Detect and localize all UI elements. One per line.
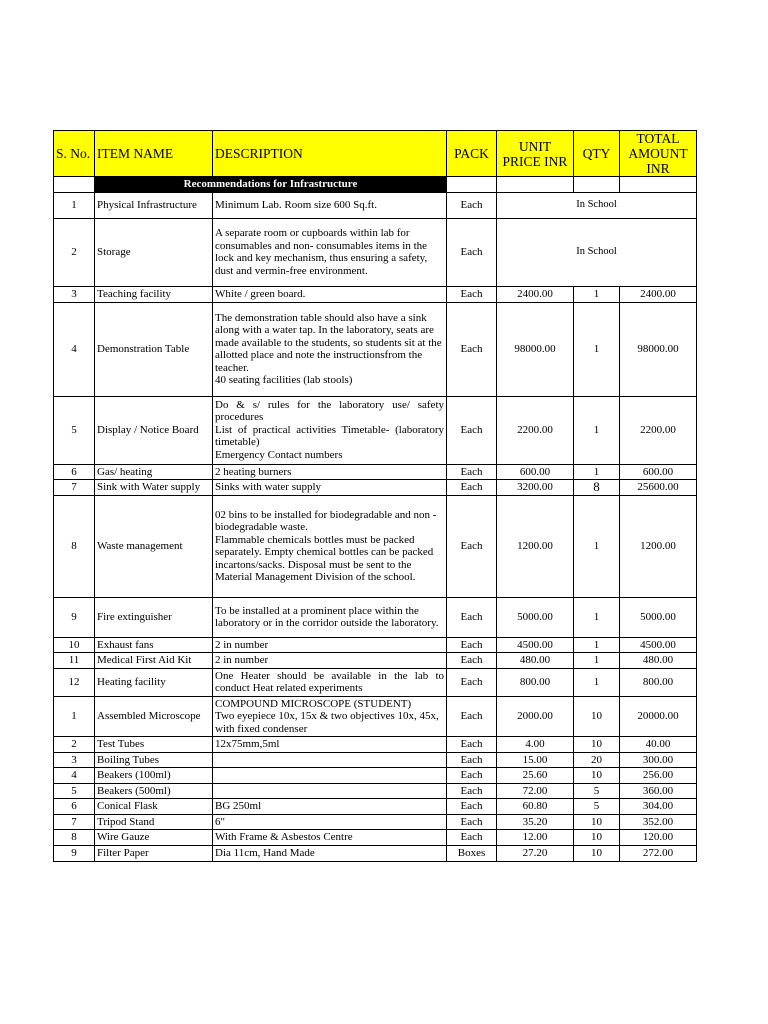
cell-pack: Boxes bbox=[447, 845, 497, 861]
cell-qty: 1 bbox=[574, 597, 620, 637]
cell-pack: Each bbox=[447, 597, 497, 637]
cell-in-school-note: In School bbox=[497, 218, 697, 286]
cell-qty: 1 bbox=[574, 396, 620, 464]
cell-pack: Each bbox=[447, 396, 497, 464]
cell-pack: Each bbox=[447, 814, 497, 830]
cell-description: To be installed at a prominent place within the laboratory or in the corridor outside the laboratory. bbox=[213, 597, 447, 637]
cell-unit-price: 35.20 bbox=[497, 814, 574, 830]
cell-total-amount: 480.00 bbox=[620, 653, 697, 669]
cell-item-name: Wire Gauze bbox=[95, 830, 213, 846]
cell-unit-price: 2400.00 bbox=[497, 286, 574, 302]
cell-item-name: Test Tubes bbox=[95, 737, 213, 753]
cell-total-amount: 4500.00 bbox=[620, 637, 697, 653]
cell-total-amount: 360.00 bbox=[620, 783, 697, 799]
cell-item-name: Fire extinguisher bbox=[95, 597, 213, 637]
cell-qty: 1 bbox=[574, 464, 620, 480]
cell-qty: 20 bbox=[574, 752, 620, 768]
cell-qty: 5 bbox=[574, 799, 620, 815]
requirements-table bbox=[53, 130, 697, 862]
cell-pack: Each bbox=[447, 637, 497, 653]
cell-description bbox=[213, 752, 447, 768]
cell-total-amount: 300.00 bbox=[620, 752, 697, 768]
cell-item-name: Exhaust fans bbox=[95, 637, 213, 653]
cell-unit-price: 3200.00 bbox=[497, 480, 574, 496]
cell-description: 12x75mm,5ml bbox=[213, 737, 447, 753]
cell-total-amount: 2400.00 bbox=[620, 286, 697, 302]
header-row bbox=[54, 131, 697, 177]
cell-pack: Each bbox=[447, 737, 497, 753]
cell-item-name: Gas/ heating bbox=[95, 464, 213, 480]
cell-item-name: Assembled Microscope bbox=[95, 696, 213, 737]
section-blank-cell bbox=[574, 177, 620, 193]
cell-item-name: Demonstration Table bbox=[95, 302, 213, 396]
header-pack: PACK bbox=[447, 131, 497, 177]
cell-pack: Each bbox=[447, 696, 497, 737]
section-blank-cell bbox=[447, 177, 497, 193]
cell-unit-price: 4500.00 bbox=[497, 637, 574, 653]
cell-unit-price: 5000.00 bbox=[497, 597, 574, 637]
cell-total-amount: 20000.00 bbox=[620, 696, 697, 737]
cell-qty: 1 bbox=[574, 653, 620, 669]
table-row bbox=[54, 783, 697, 799]
cell-description: 2 heating burners bbox=[213, 464, 447, 480]
cell-sno: 8 bbox=[54, 495, 95, 597]
header-sno: S. No. bbox=[54, 131, 95, 177]
section-title: Recommendations for Infrastructure bbox=[95, 177, 447, 193]
cell-item-name: Physical Infrastructure bbox=[95, 192, 213, 218]
cell-item-name: Tripod Stand bbox=[95, 814, 213, 830]
cell-unit-price: 98000.00 bbox=[497, 302, 574, 396]
cell-total-amount: 120.00 bbox=[620, 830, 697, 846]
cell-item-name: Boiling Tubes bbox=[95, 752, 213, 768]
cell-total-amount: 304.00 bbox=[620, 799, 697, 815]
cell-description bbox=[213, 783, 447, 799]
cell-qty: 10 bbox=[574, 768, 620, 784]
cell-unit-price: 4.00 bbox=[497, 737, 574, 753]
table-row bbox=[54, 845, 697, 861]
cell-qty: 1 bbox=[574, 668, 620, 696]
cell-qty: 1 bbox=[574, 302, 620, 396]
section-blank-cell bbox=[497, 177, 574, 193]
cell-pack: Each bbox=[447, 653, 497, 669]
cell-description: Minimum Lab. Room size 600 Sq.ft. bbox=[213, 192, 447, 218]
cell-total-amount: 5000.00 bbox=[620, 597, 697, 637]
table-row bbox=[54, 637, 697, 653]
header-description: DESCRIPTION bbox=[213, 131, 447, 177]
cell-pack: Each bbox=[447, 830, 497, 846]
table-row bbox=[54, 814, 697, 830]
cell-unit-price: 60.80 bbox=[497, 799, 574, 815]
cell-item-name: Conical Flask bbox=[95, 799, 213, 815]
cell-description: Sinks with water supply bbox=[213, 480, 447, 496]
cell-qty: 8 bbox=[574, 480, 620, 496]
cell-description: COMPOUND MICROSCOPE (STUDENT) Two eyepiece 10x, 15x & two objectives 10x, 45x, with fixed condenser bbox=[213, 696, 447, 737]
section-row bbox=[54, 177, 697, 193]
cell-item-name: Teaching facility bbox=[95, 286, 213, 302]
cell-pack: Each bbox=[447, 668, 497, 696]
table-row bbox=[54, 768, 697, 784]
cell-sno: 2 bbox=[54, 737, 95, 753]
cell-total-amount: 272.00 bbox=[620, 845, 697, 861]
cell-description: 02 bins to be installed for biodegradable and non - biodegradable waste. Flammable chemicals bottles must be packed separately. Empty chemical bottles can be packed incartons/sacks. Disposal must be sent to the Material Management Division of the school. bbox=[213, 495, 447, 597]
cell-sno: 6 bbox=[54, 464, 95, 480]
cell-total-amount: 40.00 bbox=[620, 737, 697, 753]
table-row bbox=[54, 799, 697, 815]
table-row bbox=[54, 286, 697, 302]
cell-qty: 10 bbox=[574, 814, 620, 830]
cell-pack: Each bbox=[447, 464, 497, 480]
cell-unit-price: 800.00 bbox=[497, 668, 574, 696]
table-row bbox=[54, 737, 697, 753]
cell-unit-price: 1200.00 bbox=[497, 495, 574, 597]
cell-sno: 9 bbox=[54, 845, 95, 861]
table-row bbox=[54, 464, 697, 480]
cell-sno: 7 bbox=[54, 480, 95, 496]
cell-unit-price: 600.00 bbox=[497, 464, 574, 480]
cell-item-name: Storage bbox=[95, 218, 213, 286]
cell-sno: 4 bbox=[54, 768, 95, 784]
cell-total-amount: 800.00 bbox=[620, 668, 697, 696]
cell-sno: 11 bbox=[54, 653, 95, 669]
cell-unit-price: 25.60 bbox=[497, 768, 574, 784]
header-unit-price: UNIT PRICE INR bbox=[497, 131, 574, 177]
table-row bbox=[54, 396, 697, 464]
header-item-name: ITEM NAME bbox=[95, 131, 213, 177]
cell-description: Dia 11cm, Hand Made bbox=[213, 845, 447, 861]
cell-description: One Heater should be available in the lab to conduct Heat related experiments bbox=[213, 668, 447, 696]
cell-total-amount: 256.00 bbox=[620, 768, 697, 784]
cell-qty: 10 bbox=[574, 696, 620, 737]
cell-description: With Frame & Asbestos Centre bbox=[213, 830, 447, 846]
cell-pack: Each bbox=[447, 752, 497, 768]
cell-description bbox=[213, 768, 447, 784]
cell-pack: Each bbox=[447, 218, 497, 286]
cell-pack: Each bbox=[447, 192, 497, 218]
table-row bbox=[54, 597, 697, 637]
cell-total-amount: 600.00 bbox=[620, 464, 697, 480]
cell-sno: 10 bbox=[54, 637, 95, 653]
cell-sno: 9 bbox=[54, 597, 95, 637]
cell-pack: Each bbox=[447, 768, 497, 784]
cell-unit-price: 2200.00 bbox=[497, 396, 574, 464]
cell-item-name: Display / Notice Board bbox=[95, 396, 213, 464]
cell-qty: 10 bbox=[574, 737, 620, 753]
cell-unit-price: 27.20 bbox=[497, 845, 574, 861]
section-blank-cell bbox=[54, 177, 95, 193]
cell-unit-price: 480.00 bbox=[497, 653, 574, 669]
cell-description: 2 in number bbox=[213, 653, 447, 669]
table-row bbox=[54, 668, 697, 696]
cell-sno: 6 bbox=[54, 799, 95, 815]
cell-sno: 2 bbox=[54, 218, 95, 286]
section-blank-cell bbox=[620, 177, 697, 193]
table-row bbox=[54, 830, 697, 846]
cell-pack: Each bbox=[447, 302, 497, 396]
cell-total-amount: 98000.00 bbox=[620, 302, 697, 396]
cell-pack: Each bbox=[447, 480, 497, 496]
table-row bbox=[54, 480, 697, 496]
cell-item-name: Heating facility bbox=[95, 668, 213, 696]
cell-sno: 5 bbox=[54, 396, 95, 464]
cell-qty: 5 bbox=[574, 783, 620, 799]
cell-qty: 10 bbox=[574, 830, 620, 846]
cell-item-name: Waste management bbox=[95, 495, 213, 597]
cell-description: 2 in number bbox=[213, 637, 447, 653]
cell-description: White / green board. bbox=[213, 286, 447, 302]
cell-pack: Each bbox=[447, 783, 497, 799]
cell-description: The demonstration table should also have a sink along with a water tap. In the laboratory, seats are made available to the students, so students sit at the allotted place and note the instructionsfrom the teacher. 40 seating facilities (lab stools) bbox=[213, 302, 447, 396]
table-row bbox=[54, 752, 697, 768]
cell-unit-price: 72.00 bbox=[497, 783, 574, 799]
cell-description: 6" bbox=[213, 814, 447, 830]
table-row bbox=[54, 218, 697, 286]
cell-description: BG 250ml bbox=[213, 799, 447, 815]
cell-sno: 1 bbox=[54, 696, 95, 737]
cell-qty: 1 bbox=[574, 495, 620, 597]
cell-qty: 1 bbox=[574, 637, 620, 653]
cell-description: Do & s/ rules for the laboratory use/ safety procedures List of practical activities Timetable- (laboratory timetable) Emergency Contact numbers bbox=[213, 396, 447, 464]
cell-sno: 4 bbox=[54, 302, 95, 396]
cell-item-name: Beakers (100ml) bbox=[95, 768, 213, 784]
cell-unit-price: 12.00 bbox=[497, 830, 574, 846]
cell-sno: 1 bbox=[54, 192, 95, 218]
cell-total-amount: 1200.00 bbox=[620, 495, 697, 597]
cell-unit-price: 15.00 bbox=[497, 752, 574, 768]
cell-total-amount: 352.00 bbox=[620, 814, 697, 830]
cell-in-school-note: In School bbox=[497, 192, 697, 218]
cell-sno: 12 bbox=[54, 668, 95, 696]
cell-item-name: Medical First Aid Kit bbox=[95, 653, 213, 669]
cell-total-amount: 25600.00 bbox=[620, 480, 697, 496]
cell-sno: 8 bbox=[54, 830, 95, 846]
table-row bbox=[54, 192, 697, 218]
cell-item-name: Filter Paper bbox=[95, 845, 213, 861]
table-row bbox=[54, 495, 697, 597]
table-row bbox=[54, 302, 697, 396]
cell-pack: Each bbox=[447, 286, 497, 302]
cell-description: A separate room or cupboards within lab for consumables and non- consumables items in the lock and key mechanism, thus ensuring a safety, dust and vermin-free environment. bbox=[213, 218, 447, 286]
cell-sno: 5 bbox=[54, 783, 95, 799]
header-total-amount: TOTAL AMOUNT INR bbox=[620, 131, 697, 177]
table-row bbox=[54, 696, 697, 737]
cell-item-name: Beakers (500ml) bbox=[95, 783, 213, 799]
cell-unit-price: 2000.00 bbox=[497, 696, 574, 737]
cell-sno: 3 bbox=[54, 752, 95, 768]
header-qty: QTY bbox=[574, 131, 620, 177]
cell-sno: 7 bbox=[54, 814, 95, 830]
cell-qty: 1 bbox=[574, 286, 620, 302]
table-row bbox=[54, 653, 697, 669]
cell-total-amount: 2200.00 bbox=[620, 396, 697, 464]
cell-item-name: Sink with Water supply bbox=[95, 480, 213, 496]
cell-qty: 10 bbox=[574, 845, 620, 861]
cell-pack: Each bbox=[447, 495, 497, 597]
cell-sno: 3 bbox=[54, 286, 95, 302]
cell-pack: Each bbox=[447, 799, 497, 815]
